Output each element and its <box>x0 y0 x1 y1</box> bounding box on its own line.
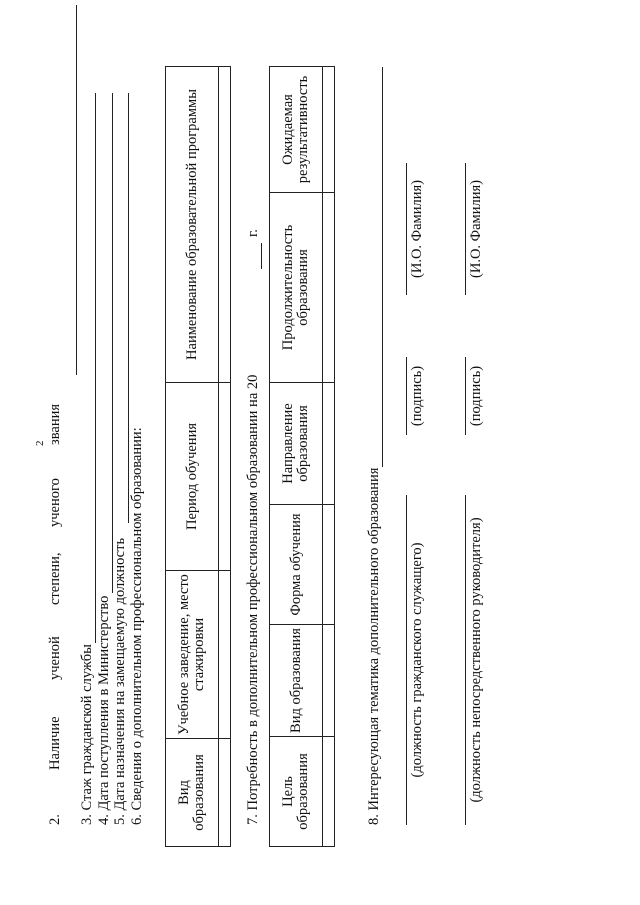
t7-header-goal: Цель образования <box>270 737 323 847</box>
education-needs-table <box>269 66 335 847</box>
manager-position-line <box>465 495 466 825</box>
item8-fill-line <box>382 67 383 467</box>
item2-word-1: Наличие <box>47 716 63 770</box>
item4-label: 4. Дата поступления в Министерство <box>96 595 112 825</box>
employee-position-line <box>406 495 407 825</box>
table-cell <box>323 625 335 737</box>
table-cell <box>323 193 335 383</box>
item2-word-5: звания <box>47 403 63 445</box>
table-cell <box>219 67 231 383</box>
t6-header-type: Вид образования <box>166 739 219 847</box>
t7-header-form: Форма обучения <box>270 505 323 625</box>
t7-header-result: Ожидаемая результативность <box>270 67 323 193</box>
t6-header-institution: Учебное заведение, место стажировки <box>166 571 219 739</box>
footnote-mark: 2 <box>34 440 46 446</box>
table-cell <box>219 571 231 739</box>
item7-label: 7. Потребность в дополнительном профессиональном образовании на 20 <box>245 374 261 825</box>
manager-signature-caption: (подпись) <box>468 365 484 427</box>
item2-number: 2. <box>47 814 63 825</box>
manager-name-line <box>465 163 466 295</box>
manager-signature-line <box>465 357 466 435</box>
t7-header-direction: Направление образования <box>270 383 323 505</box>
item2-word-2: ученой <box>47 636 63 680</box>
employee-signature-line <box>406 357 407 435</box>
t7-header-duration: Продолжительность образования <box>270 193 323 383</box>
item7-year-line <box>261 243 262 269</box>
employee-name-line <box>406 163 407 295</box>
table-cell <box>323 383 335 505</box>
education-history-table <box>165 66 231 847</box>
table-cell <box>323 737 335 847</box>
table-cell <box>323 505 335 625</box>
item2-word-3: степени, <box>47 552 63 605</box>
t7-header-type: Вид образования <box>270 625 323 737</box>
item8-label: 8. Интересующая тематика дополнительного образования <box>366 467 382 825</box>
employee-name-caption: (И.О. Фамилия) <box>409 180 425 278</box>
manager-name-caption: (И.О. Фамилия) <box>468 180 484 278</box>
item5-label: 5. Дата назначения на замещаемую должность <box>112 537 128 825</box>
manager-position-caption: (должность непосредственного руководителя) <box>468 517 484 803</box>
item7-year-suffix: г. <box>245 229 261 237</box>
table-cell <box>323 67 335 193</box>
item4-fill-line <box>112 93 113 593</box>
item3-label: 3. Стаж гражданской службы <box>79 644 95 825</box>
employee-signature-caption: (подпись) <box>409 365 425 427</box>
item2-word-4: ученого <box>47 478 63 527</box>
table-cell <box>219 739 231 847</box>
item6-label: 6. Сведения о дополнительном профессиональном образовании: <box>129 427 145 825</box>
employee-position-caption: (должность гражданского служащего) <box>409 542 425 778</box>
t6-header-period: Период обучения <box>166 383 219 571</box>
t6-header-program: Наименование образовательной программы <box>166 67 219 383</box>
item3-fill-line <box>95 93 96 643</box>
item2-fill-line <box>76 5 77 375</box>
table-cell <box>219 383 231 571</box>
